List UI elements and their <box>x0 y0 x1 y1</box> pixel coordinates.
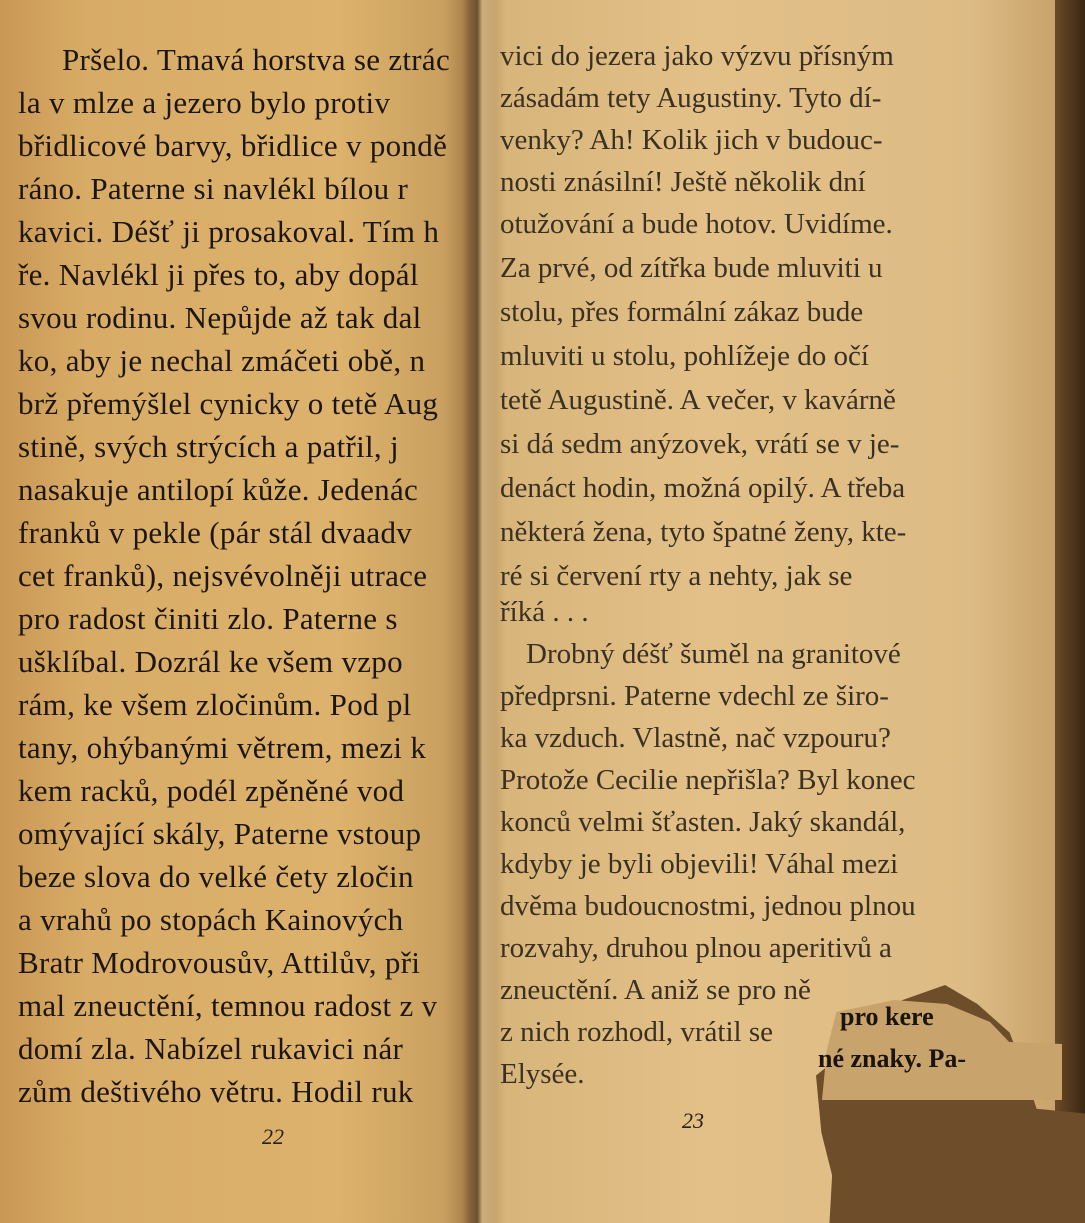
text-line: franků v pekle (pár stál dvaadv <box>18 515 413 550</box>
text-line: brž přemýšlel cynicky o tetě Aug <box>18 386 439 421</box>
text-line: Elysée. <box>500 1058 585 1090</box>
text-line: stolu, přes formální zákaz bude <box>500 296 864 328</box>
text-line: zům deštivého větru. Hodil ruk <box>18 1074 414 1109</box>
text-line: Za prvé, od zítřka bude mluviti u <box>500 252 883 284</box>
underlying-text-line: pro kere <box>840 1002 934 1031</box>
text-line: ka vzduch. Vlastně, nač vzpouru? <box>500 722 891 754</box>
text-line: svou rodinu. Nepůjde až tak dal <box>18 300 422 335</box>
text-line: Bratr Modrovousův, Attilův, při <box>18 945 421 980</box>
text-line: venky? Ah! Kolik jich v budouc- <box>500 124 883 156</box>
text-line: stině, svých strýcích a patřil, j <box>18 429 399 464</box>
text-line: mal zneuctění, temnou radost z v <box>18 988 438 1023</box>
text-line: kavici. Déšť ji prosakoval. Tím h <box>18 214 440 249</box>
text-line: pro radost činiti zlo. Paterne s <box>18 601 398 636</box>
text-line: la v mlze a jezero bylo protiv <box>18 85 391 120</box>
left-page <box>0 0 482 1223</box>
text-line: rám, ke všem zločinům. Pod pl <box>18 687 412 722</box>
text-line: zásadám tety Augustiny. Tyto dí- <box>500 82 882 114</box>
underlying-text-line: né znaky. Pa- <box>818 1044 967 1073</box>
book-gutter <box>462 0 496 1223</box>
text-line: vici do jezera jako výzvu přísným <box>500 40 894 72</box>
page-number-left: 22 <box>262 1124 284 1149</box>
text-line: ráno. Paterne si navlékl bílou r <box>18 171 409 206</box>
text-line: nasakuje antilopí kůže. Jedenác <box>18 472 419 507</box>
text-line: si dá sedm anýzovek, vrátí se v je- <box>500 428 900 460</box>
text-line: cet franků), nejsvévolněji utrace <box>18 558 428 593</box>
text-line: denáct hodin, možná opilý. A třeba <box>500 472 906 504</box>
text-line: Drobný déšť šuměl na granitové <box>526 638 901 670</box>
text-line: a vrahů po stopách Kainových <box>18 902 404 937</box>
text-line: domí zla. Nabízel rukavici nár <box>18 1031 404 1066</box>
text-line: dvěma budoucnostmi, jednou plnou <box>500 890 916 922</box>
text-line: ušklíbal. Dozrál ke všem vzpo <box>18 644 403 679</box>
text-line: tetě Augustině. A večer, v kavárně <box>500 384 896 416</box>
text-line: Protože Cecilie nepřišla? Byl konec <box>500 764 916 796</box>
text-line: Pršelo. Tmavá horstva se ztrác <box>62 42 451 77</box>
text-line: tany, ohýbanými větrem, mezi k <box>18 730 427 765</box>
text-line: omývající skály, Paterne vstoup <box>18 816 422 851</box>
text-line: kem racků, podél zpěněné vod <box>18 773 405 808</box>
text-line: konců velmi šťasten. Jaký skandál, <box>500 806 906 838</box>
page-edge <box>1055 0 1085 1223</box>
text-line: ré si červení rty a nehty, jak se <box>500 560 853 592</box>
text-line: otužování a bude hotov. Uvidíme. <box>500 208 893 240</box>
text-line: předprsni. Paterne vdechl ze širo- <box>500 680 889 712</box>
text-line: ko, aby je nechal zmáčeti obě, n <box>18 343 426 378</box>
text-line: mluviti u stolu, pohlížeje do očí <box>500 340 869 372</box>
text-line: nosti znásilní! Ještě několik dní <box>500 166 866 198</box>
text-line: zneuctění. A aniž se pro ně <box>500 974 811 1006</box>
text-line: beze slova do velké čety zločin <box>18 859 414 894</box>
text-line: říká . . . <box>500 596 589 628</box>
text-line: ře. Navlékl ji přes to, aby dopál <box>18 257 419 292</box>
text-line: rozvahy, druhou plnou aperitivů a <box>500 932 892 964</box>
text-line: některá žena, tyto špatné ženy, kte- <box>500 516 907 548</box>
text-line: kdyby je byli objevili! Váhal mezi <box>500 848 899 880</box>
page-number-right: 23 <box>682 1108 704 1133</box>
text-line: břidlicové barvy, břidlice v pondě <box>18 128 448 163</box>
text-line: z nich rozhodl, vrátil se <box>500 1016 773 1048</box>
